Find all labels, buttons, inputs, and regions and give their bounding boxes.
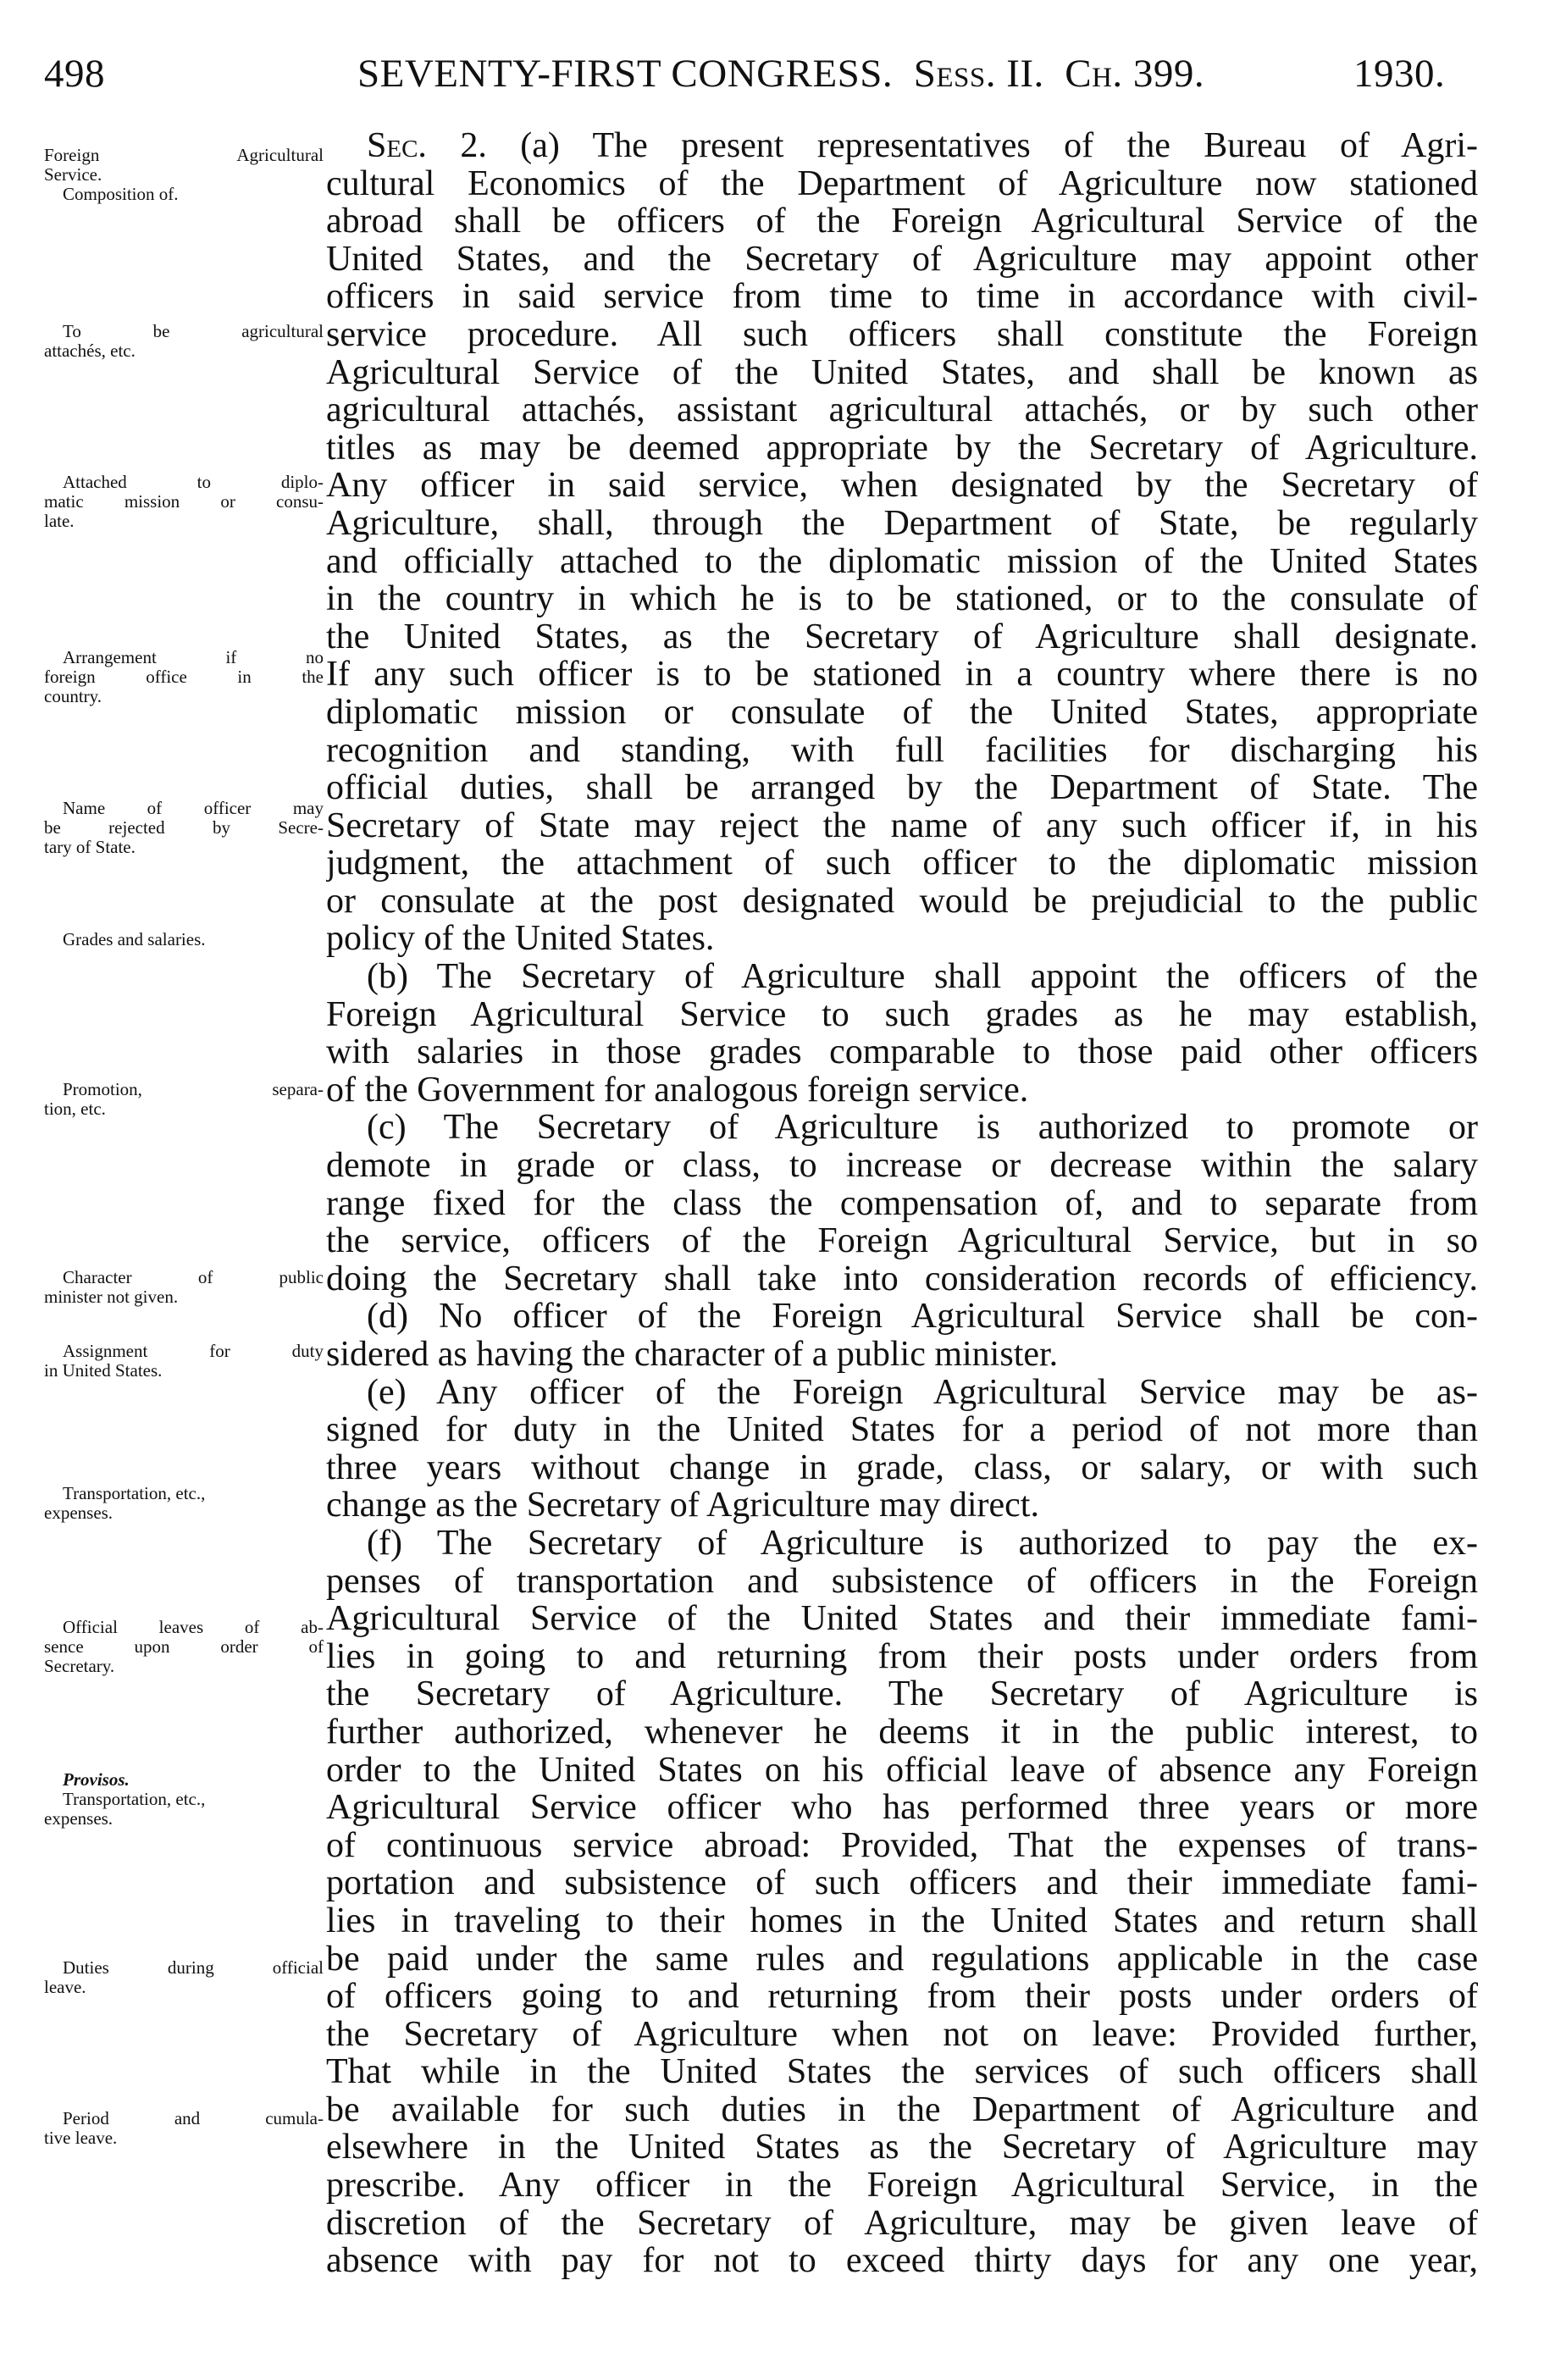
note-line: Assignment for duty <box>63 1341 324 1361</box>
body-line: Secretary of State may reject the name of any such officer if, in his <box>326 806 1478 845</box>
margin-note-name-rejected <box>44 799 324 857</box>
body-line: of the Government for analogous foreign service. <box>326 1071 1029 1110</box>
header-year: 1930. <box>1353 52 1446 96</box>
body-line: If any such officer is to be stationed in a country where there is no <box>326 656 1478 694</box>
body-line: Agricultural Service of the United States, and shall be known as <box>326 353 1478 392</box>
body-line: demote in grade or class, to increase or decrease within the salary <box>326 1147 1478 1185</box>
note-line: Name of officer may <box>63 798 324 818</box>
body-line: diplomatic mission or consulate of the United States, appropriate <box>326 693 1478 732</box>
note-line: Attached to diplo- <box>63 472 324 492</box>
note-line: Period and cumula- <box>63 2108 324 2128</box>
note-line: Transportation, etc., <box>63 1789 206 1809</box>
body-line: Agricultural Service of the United States and their immediate fami- <box>326 1600 1478 1638</box>
note-line: late. <box>44 511 75 531</box>
margin-note-attached-diplomatic-mission <box>44 473 324 531</box>
body-line: (e) Any officer of the Foreign Agricultural Service may be as- <box>367 1373 1478 1412</box>
note-line: expenses. <box>44 1808 113 1829</box>
margin-note-arrangement <box>44 648 324 706</box>
note-line: attachés, etc. <box>44 340 136 361</box>
body-line: (b) The Secretary of Agriculture shall appoint the officers of the <box>367 958 1478 996</box>
margin-note-agricultural-attaches <box>44 322 324 361</box>
margin-note-grades-salaries <box>44 930 324 949</box>
body-line: titles as may be deemed appropriate by the Secretary of Agriculture. <box>326 429 1478 468</box>
note-line: foreign office in the <box>44 667 324 687</box>
body-line: order to the United States on his official leave of absence any Foreign <box>326 1751 1478 1790</box>
body-line: the Secretary of Agriculture. The Secretary of Agriculture is <box>326 1675 1478 1713</box>
body-line: Agriculture, shall, through the Department of State, be regularly <box>326 504 1478 543</box>
margin-note-provisos <box>44 1770 324 1829</box>
note-line: in United States. <box>44 1360 163 1381</box>
body-line: policy of the United States. <box>326 920 715 959</box>
note-line: To be agricultural <box>63 321 324 341</box>
statute-body <box>326 127 1478 2280</box>
note-line: matic mission or consu- <box>44 491 324 512</box>
note-line: leave. <box>44 1977 86 1997</box>
page-number: 498 <box>44 52 105 96</box>
body-line: the Secretary of Agriculture when not on leave: Provided further, <box>326 2015 1478 2054</box>
body-line: be paid under the same rules and regulations applicable in the case <box>326 1940 1478 1979</box>
note-line: expenses. <box>44 1503 113 1523</box>
body-line: Foreign Agricultural Service to such grades as he may establish, <box>326 995 1478 1034</box>
note-line: tion, etc. <box>44 1099 106 1119</box>
margin-note-assignment-duty <box>44 1342 324 1381</box>
note-line: Transportation, etc., <box>63 1483 206 1503</box>
body-line: penses of transportation and subsistence of officers in the Foreign <box>326 1562 1478 1601</box>
note-line: minister not given. <box>44 1287 179 1307</box>
section-label: Sec. <box>367 127 427 165</box>
body-line: further authorized, whenever he deems it in the public interest, to <box>326 1713 1478 1752</box>
body-line: service procedure. All such officers shall constitute the Foreign <box>326 315 1478 354</box>
note-line: Composition of. <box>63 184 179 204</box>
body-line: (c) The Secretary of Agriculture is authorized to promote or <box>367 1109 1478 1148</box>
body-line: recognition and standing, with full facilities for discharging his <box>326 731 1478 770</box>
body-line: elsewhere in the United States as the Secretary of Agriculture may <box>326 2128 1478 2167</box>
body-line: official duties, shall be arranged by the Department of State. The <box>326 769 1478 807</box>
body-line: That while in the United States the services of such officers shall <box>326 2053 1478 2091</box>
body-line: lies in going to and returning from their posts under orders from <box>326 1637 1478 1676</box>
body-line: sidered as having the character of a public minister. <box>326 1336 1059 1374</box>
body-line: with salaries in those grades comparable to those paid other officers <box>326 1033 1478 1071</box>
margin-note-character-public-minister <box>44 1268 324 1307</box>
body-line: prescribe. Any officer in the Foreign Agricultural Service, in the <box>326 2167 1478 2205</box>
body-line-text: 2. (a) The present representatives of the Bureau of Agri- <box>426 127 1478 165</box>
note-line: sence upon order of <box>44 1636 324 1657</box>
margin-note-official-leaves <box>44 1618 324 1676</box>
note-line: Character of public <box>63 1267 324 1287</box>
body-line: doing the Secretary shall take into consideration records of efficiency. <box>326 1259 1478 1298</box>
body-line: of officers going to and returning from their posts under orders of <box>326 1978 1478 2016</box>
note-line: Service. <box>44 164 102 185</box>
body-line: portation and subsistence of such officers and their immediate fami- <box>326 1864 1478 1902</box>
body-line: or consulate at the post designated would be prejudicial to the public <box>326 882 1478 921</box>
body-line: (d) No officer of the Foreign Agricultural Service shall be con- <box>367 1298 1478 1336</box>
note-line: tary of State. <box>44 837 136 857</box>
note-line: Foreign Agricultural <box>44 145 324 165</box>
body-line: in the country in which he is to be stationed, or to the consulate of <box>326 580 1478 618</box>
chapter-label: Ch. 399. <box>1065 52 1205 96</box>
note-line: Secretary. <box>44 1656 115 1676</box>
body-line: the United States, as the Secretary of Agriculture shall designate. <box>326 617 1478 656</box>
note-line: country. <box>44 686 102 706</box>
congress-name: SEVENTY-FIRST CONGRESS. <box>357 52 894 96</box>
note-line: Provisos. <box>63 1769 130 1790</box>
body-line: cultural Economics of the Department of Agriculture now stationed <box>326 164 1478 203</box>
body-line: Any officer in said service, when designated by the Secretary of <box>326 467 1478 505</box>
body-line: (f) The Secretary of Agriculture is authorized to pay the ex- <box>367 1524 1478 1563</box>
body-line: absence with pay for not to exceed thirty days for any one year, <box>326 2242 1478 2280</box>
body-line: three years without change in grade, class, or salary, or with such <box>326 1448 1478 1487</box>
body-line: abroad shall be officers of the Foreign Agricultural Service of the <box>326 202 1478 241</box>
body-line: change as the Secretary of Agriculture may direct. <box>326 1486 1039 1525</box>
body-line: United States, and the Secretary of Agriculture may appoint other <box>326 240 1478 279</box>
note-line: tive leave. <box>44 2128 118 2148</box>
body-line: range fixed for the class the compensation of, and to separate from <box>326 1184 1478 1223</box>
body-line: signed for duty in the United States for a period of not more than <box>326 1411 1478 1449</box>
note-line: Arrangement if no <box>63 647 324 667</box>
note-line: Grades and salaries. <box>63 929 206 949</box>
body-line: the service, officers of the Foreign Agricultural Service, but in so <box>326 1222 1478 1260</box>
body-line: agricultural attachés, assistant agricultural attachés, or by such other <box>326 391 1478 429</box>
note-line: Official leaves of ab- <box>63 1617 324 1637</box>
note-line: Duties during official <box>63 1957 324 1978</box>
margin-note-period-cumulative-leave <box>44 2109 324 2148</box>
margin-note-promotion <box>44 1080 324 1119</box>
running-header <box>0 44 1544 103</box>
body-line: of continuous service abroad: Provided, That the expenses of trans- <box>326 1826 1478 1865</box>
body-line: Agricultural Service officer who has performed three years or more <box>326 1789 1478 1827</box>
margin-note-transportation <box>44 1484 324 1523</box>
body-line: lies in traveling to their homes in the United States and return shall <box>326 1901 1478 1940</box>
header-title <box>357 44 1204 103</box>
body-line: discretion of the Secretary of Agriculture, may be given leave of <box>326 2204 1478 2243</box>
note-line: be rejected by Secre- <box>44 817 324 838</box>
body-line: judgment, the attachment of such officer to the diplomatic mission <box>326 844 1478 883</box>
body-line: officers in said service from time to time in accordance with civil- <box>326 278 1478 316</box>
body-line: and officially attached to the diplomatic mission of the United States <box>326 542 1478 581</box>
session-label: Sess. II. <box>913 52 1044 96</box>
body-line <box>326 127 1478 165</box>
margin-note-foreign-agricultural-service <box>44 146 324 204</box>
margin-note-duties-during-leave <box>44 1958 324 1997</box>
body-line: be available for such duties in the Department of Agriculture and <box>326 2090 1478 2129</box>
note-line: Promotion, separa- <box>63 1079 324 1099</box>
